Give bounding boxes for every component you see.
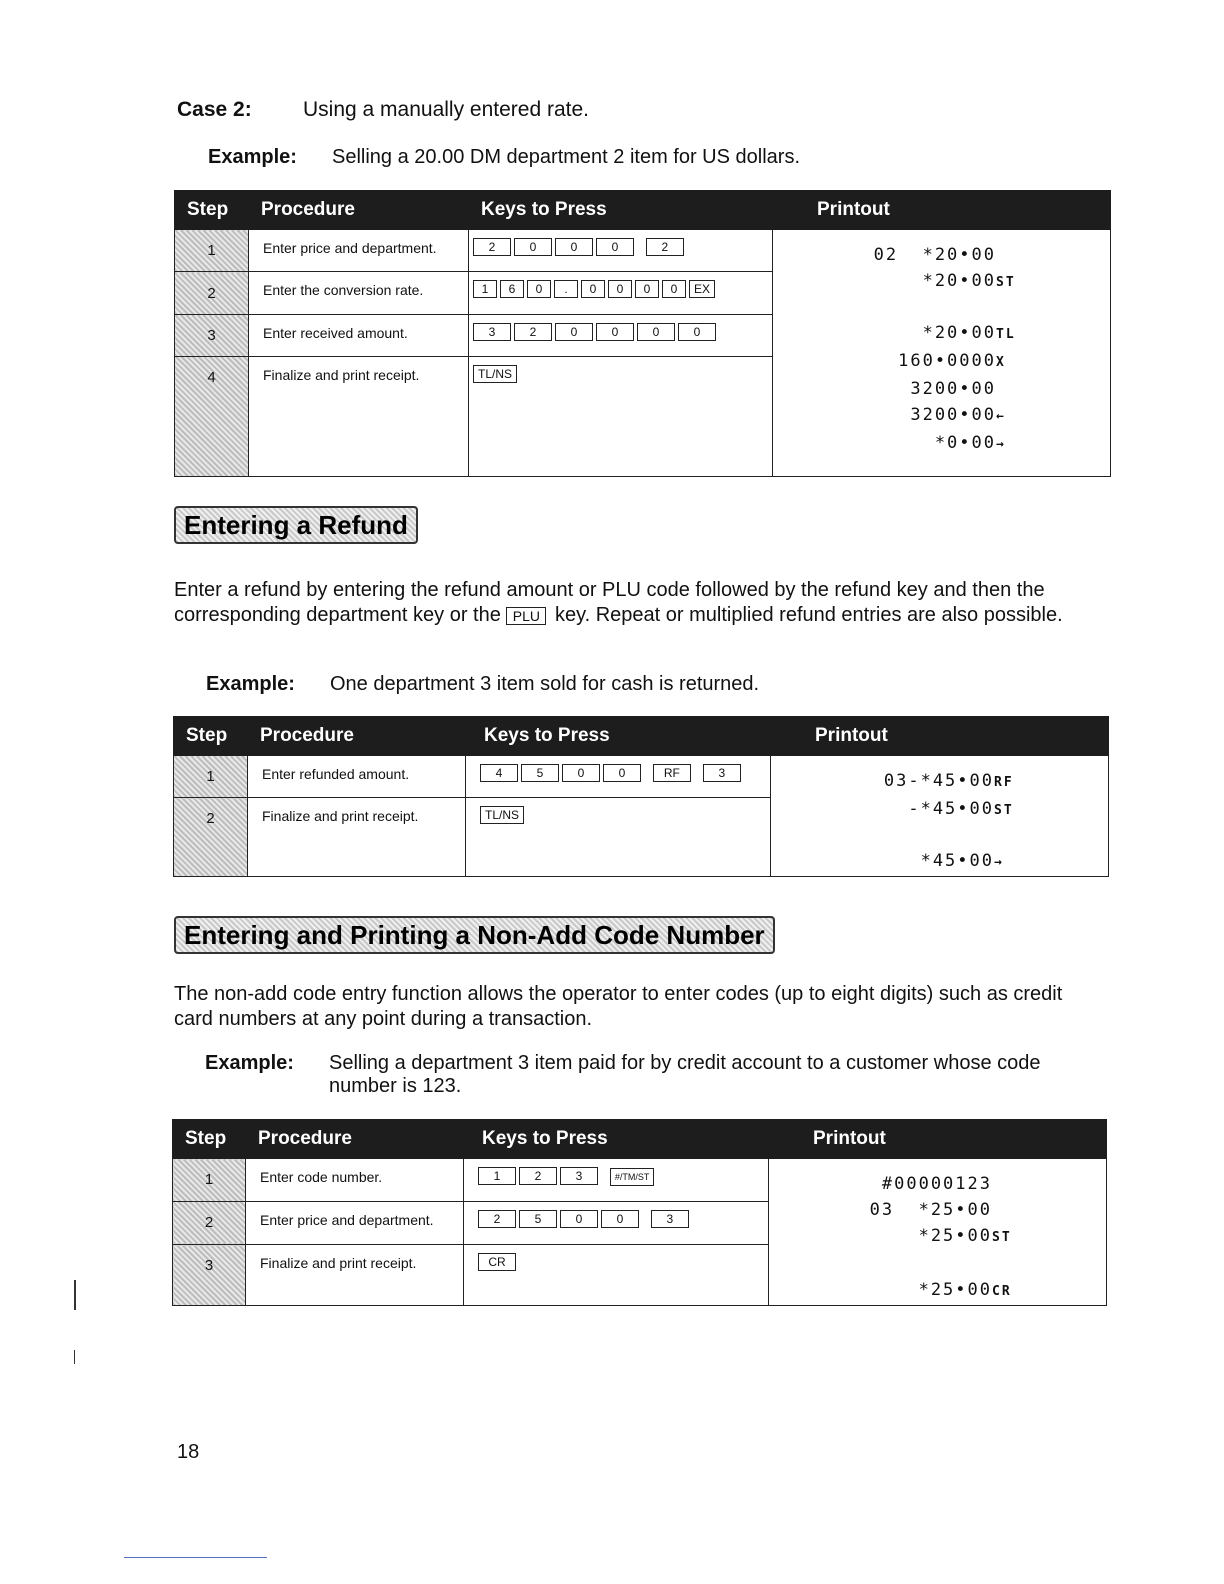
header-procedure: Procedure	[249, 191, 469, 230]
procedure-text: Enter code number.	[246, 1159, 464, 1202]
key: TL/NS	[473, 365, 517, 383]
plu-key: PLU	[506, 607, 546, 625]
key: RF	[653, 764, 691, 782]
keys-cell	[466, 798, 771, 877]
key: 5	[519, 1210, 557, 1228]
case-heading: Case 2: Using a manually entered rate.	[177, 98, 589, 121]
non-add-paragraph: The non-add code entry function allows the operator to enter codes (up to eight digits) such as credit card numbers at any point during a transaction.	[174, 983, 1063, 1030]
keys-cell	[469, 315, 773, 357]
header-procedure: Procedure	[248, 717, 466, 756]
footer-rule	[124, 1557, 267, 1558]
key: 0	[562, 764, 600, 782]
header-printout: Printout	[773, 191, 1111, 230]
margin-mark	[74, 1350, 75, 1364]
procedure-text: Enter the conversion rate.	[249, 272, 469, 315]
header-printout: Printout	[771, 717, 1109, 756]
step-number: 2	[175, 272, 249, 315]
key: 3	[473, 323, 511, 341]
key: 2	[478, 1210, 516, 1228]
key: 0	[555, 323, 593, 341]
key: 0	[596, 238, 634, 256]
key: 4	[480, 764, 518, 782]
header-keys: Keys to Press	[469, 191, 773, 230]
keys-cell	[469, 230, 773, 272]
step-number: 1	[174, 756, 248, 798]
example-3: Example: Selling a department 3 item paid for by credit account to a customer whose code number is 123.	[205, 1052, 1041, 1097]
key: 5	[521, 764, 559, 782]
key: EX	[689, 280, 715, 298]
printout-line: *20•00ST	[922, 271, 1016, 291]
header-keys: Keys to Press	[466, 717, 771, 756]
example-1: Example: Selling a 20.00 DM department 2 item for US dollars.	[208, 146, 800, 168]
printout-line: *25•00ST	[918, 1226, 1012, 1246]
printout-line: 3200•00←	[910, 405, 1006, 425]
margin-mark	[74, 1280, 76, 1310]
header-step: Step	[174, 717, 248, 756]
section-title-non-add-code: Entering and Printing a Non-Add Code Number	[174, 920, 775, 951]
keys-cell	[464, 1245, 769, 1306]
printout-cell	[769, 1159, 1107, 1306]
key: 0	[581, 280, 605, 298]
table-currency-conversion	[174, 190, 1111, 477]
key: 2	[646, 238, 684, 256]
key: 3	[651, 1210, 689, 1228]
printout-line: 160•0000X	[898, 351, 1006, 371]
printout-line: -*45•00ST	[908, 799, 1014, 819]
table-non-add-code	[172, 1119, 1107, 1306]
step-number: 4	[175, 357, 249, 477]
printout-line: *25•00CR	[918, 1280, 1012, 1300]
printout-line: 03 *25•00	[869, 1200, 992, 1220]
header-procedure: Procedure	[246, 1120, 464, 1159]
procedure-text: Enter price and department.	[246, 1201, 464, 1245]
printout-cell	[771, 756, 1109, 877]
procedure-text: Enter refunded amount.	[248, 756, 466, 798]
key: 0	[678, 323, 716, 341]
header-printout: Printout	[769, 1120, 1107, 1159]
key: 6	[500, 280, 524, 298]
key: 0	[608, 280, 632, 298]
key: 0	[596, 323, 634, 341]
procedure-text: Finalize and print receipt.	[249, 357, 469, 477]
key: 3	[703, 764, 741, 782]
printout-line: *20•00TL	[922, 323, 1016, 343]
key: 2	[473, 238, 511, 256]
example-2: Example: One department 3 item sold for cash is returned.	[206, 673, 760, 695]
keys-cell	[464, 1201, 769, 1245]
key: 0	[635, 280, 659, 298]
printout-line: 02 *20•00	[873, 245, 996, 265]
key: 0	[527, 280, 551, 298]
step-number: 2	[173, 1201, 246, 1245]
key: 0	[637, 323, 675, 341]
step-number: 1	[173, 1159, 246, 1202]
key: 0	[560, 1210, 598, 1228]
step-number: 3	[173, 1245, 246, 1306]
header-step: Step	[175, 191, 249, 230]
procedure-text: Enter received amount.	[249, 315, 469, 357]
key: 2	[519, 1167, 557, 1185]
printout-line: *0•00→	[934, 433, 1006, 453]
step-number: 3	[175, 315, 249, 357]
printout-line: *45•00→	[920, 851, 1004, 871]
key: 3	[560, 1167, 598, 1185]
header-keys: Keys to Press	[464, 1120, 769, 1159]
keys-cell	[469, 272, 773, 315]
step-number: 2	[174, 798, 248, 877]
key: 1	[478, 1167, 516, 1185]
key: 0	[662, 280, 686, 298]
table-refund	[173, 716, 1109, 877]
key: TL/NS	[480, 806, 524, 824]
printout-line: 3200•00	[910, 379, 996, 399]
header-step: Step	[173, 1120, 246, 1159]
procedure-text: Finalize and print receipt.	[248, 798, 466, 877]
step-number: 1	[175, 230, 249, 272]
procedure-text: Finalize and print receipt.	[246, 1245, 464, 1306]
printout-cell	[773, 230, 1111, 477]
key: 2	[514, 323, 552, 341]
keys-cell	[466, 756, 771, 798]
page-number: 18	[177, 1441, 200, 1463]
printout-line: 03-*45•00RF	[883, 771, 1014, 791]
refund-paragraph: Enter a refund by entering the refund amount or PLU code followed by the refund key and then the corresponding department key or the PLU key. Repeat or multiplied refund entries are also possible.	[174, 579, 1063, 626]
keys-cell	[469, 357, 773, 477]
keys-cell	[464, 1159, 769, 1202]
key: 0	[514, 238, 552, 256]
key: 0	[603, 764, 641, 782]
key: 0	[601, 1210, 639, 1228]
key: CR	[478, 1253, 516, 1271]
key: .	[554, 280, 578, 298]
printout-line: #00000123	[881, 1174, 992, 1194]
procedure-text: Enter price and department.	[249, 230, 469, 272]
key: 0	[555, 238, 593, 256]
key: #/TM/ST	[610, 1168, 655, 1186]
key: 1	[473, 280, 497, 298]
section-title-refund: Entering a Refund	[174, 510, 418, 541]
